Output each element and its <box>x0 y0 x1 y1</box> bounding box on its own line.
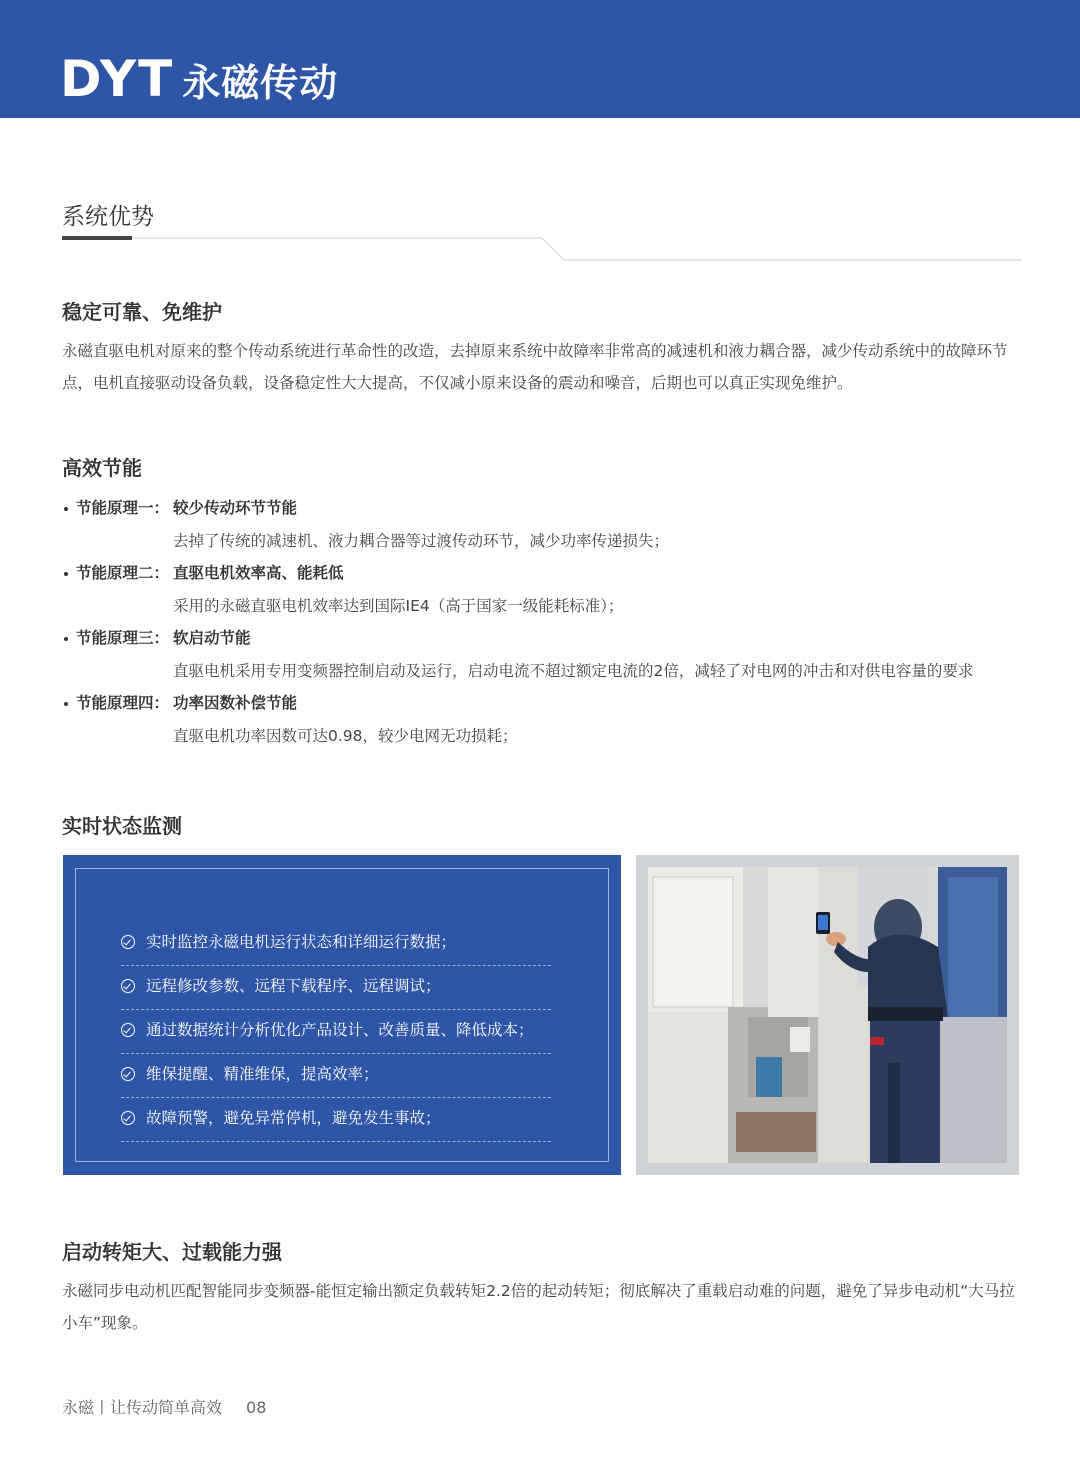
principle-label: 节能原理四： <box>76 694 170 712</box>
bullet-dot <box>64 702 68 706</box>
list-item-text: 通过数据统计分析优化产品设计、改善质量、降低成本； <box>146 1021 534 1039</box>
monitoring-panel <box>63 855 621 1175</box>
principle-title: 较少传动环节节能 <box>173 499 298 517</box>
page-footer <box>62 1395 266 1418</box>
principle-label: 节能原理一： <box>76 499 170 517</box>
principle-title: 直驱电机效率高、能耗低 <box>173 564 344 582</box>
list-item <box>121 1010 551 1054</box>
photo-scene <box>648 867 1007 1163</box>
principle-desc: 采用的永磁直驱电机效率达到国际IE4（高于国家一级能耗标准）； <box>173 597 624 615</box>
check-circle-icon <box>121 1111 135 1125</box>
list-item-text: 远程修改参数、远程下载程序、远程调试； <box>146 977 441 995</box>
principles-list <box>62 492 1042 752</box>
principle-item <box>62 492 1042 557</box>
principle-item <box>62 557 1042 622</box>
section-title: 系统优势 <box>62 204 154 230</box>
list-item <box>121 966 551 1010</box>
brand-subtitle: 永磁传动 <box>182 61 339 105</box>
principle-desc: 直驱电机采用专用变频器控制启动及运行，启动电流不超过额定电流的2倍，减轻了对电网的冲击和对供电容量的要求 <box>173 662 974 680</box>
reliability-text: 永磁直驱电机对原来的整个传动系统进行革命性的改造，去掉原来系统中故障率非常高的减速机和液力耦合器，减少传动系统中的故障环节点，电机直接驱动设备负载，设备稳定性大大提高，不仅减小原来设备的震动和噪音，后期也可以真正实现免维护。 <box>62 342 1008 392</box>
bullet-dot <box>64 507 68 511</box>
principle-label: 节能原理二： <box>76 564 170 582</box>
section-divider <box>62 230 1022 270</box>
torque-heading: 启动转矩大、过载能力强 <box>62 1240 282 1264</box>
principle-desc: 直驱电机功率因数可达0.98，较少电网无功损耗； <box>173 727 518 745</box>
principle-item <box>62 687 1042 752</box>
header-bar <box>0 0 1080 118</box>
photo-illustration <box>648 867 1007 1163</box>
list-item-text: 实时监控永磁电机运行状态和详细运行数据； <box>146 933 457 951</box>
list-item <box>121 922 551 966</box>
reliability-heading: 稳定可靠、免维护 <box>62 300 222 324</box>
list-item-text: 故障预警，避免异常停机，避免发生事故； <box>146 1109 441 1127</box>
principle-item <box>62 622 1042 687</box>
footer-text: 永磁丨让传动简单高效 <box>62 1398 223 1417</box>
brand-name: DYT <box>60 50 175 108</box>
check-circle-icon <box>121 935 135 949</box>
principle-title: 功率因数补偿节能 <box>173 694 298 712</box>
torque-text: 永磁同步电动机匹配智能同步变频器-能恒定输出额定负载转矩2.2倍的起动转矩；彻底解决了重载启动难的问题，避免了异步电动机“大马拉小车”现象。 <box>62 1282 1015 1332</box>
list-item-text: 维保提醒、精准维保，提高效率； <box>146 1065 379 1083</box>
efficiency-heading: 高效节能 <box>62 456 142 480</box>
monitoring-list <box>121 922 551 1142</box>
principle-desc: 去掉了传统的减速机、液力耦合器等过渡传动环节，减少功率传递损失； <box>173 532 670 550</box>
technician-photo <box>636 855 1019 1175</box>
monitoring-panel-border <box>75 868 609 1162</box>
page-number: 08 <box>246 1398 267 1417</box>
principle-label: 节能原理三： <box>76 629 170 647</box>
monitoring-heading: 实时状态监测 <box>62 814 182 838</box>
principle-title: 软启动节能 <box>173 629 251 647</box>
check-circle-icon <box>121 1067 135 1081</box>
bullet-dot <box>64 637 68 641</box>
list-item <box>121 1054 551 1098</box>
check-circle-icon <box>121 979 135 993</box>
check-circle-icon <box>121 1023 135 1037</box>
section-title-underline <box>62 236 132 240</box>
brand-logo <box>60 50 338 108</box>
bullet-dot <box>64 572 68 576</box>
list-item <box>121 1098 551 1142</box>
